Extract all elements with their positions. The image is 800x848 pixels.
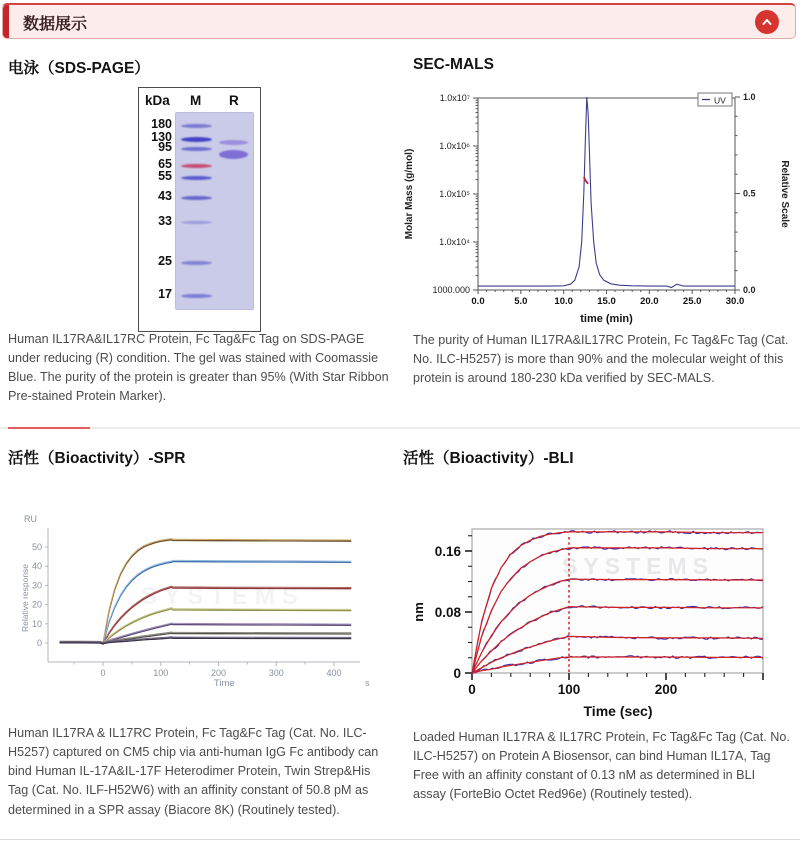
gel-lane-label-m: M [190, 93, 202, 108]
y-axis-left-label: Molar Mass (g/mol) [404, 148, 415, 240]
sds-page-title: 电泳（SDS-PAGE） [8, 60, 150, 77]
svg-text:0.0: 0.0 [743, 285, 756, 295]
svg-text:1.0: 1.0 [743, 92, 756, 102]
svg-text:0.5: 0.5 [743, 188, 756, 199]
svg-text:0.16: 0.16 [434, 544, 461, 559]
section-header [2, 3, 796, 39]
gel-band-marker-55 [181, 176, 212, 180]
gel-band-marker-65 [181, 164, 212, 168]
section-accent-bar [3, 5, 9, 38]
y-axis-left [473, 98, 478, 290]
svg-text:1.0x10⁶: 1.0x10⁶ [439, 141, 470, 151]
gel-marker-label-55: 55 [158, 169, 172, 184]
gel-band-marker-130 [181, 137, 212, 142]
svg-text:0.0: 0.0 [471, 296, 485, 307]
watermark: SYSTEMS [141, 583, 305, 610]
svg-text:50: 50 [31, 542, 42, 552]
gel-marker-label-33: 33 [158, 213, 172, 228]
svg-text:10: 10 [31, 618, 42, 629]
gel-marker-label-17: 17 [158, 287, 172, 302]
legend-label: UV [714, 95, 726, 106]
x-axis-label: Time [213, 678, 235, 689]
svg-text:1000.000: 1000.000 [432, 285, 470, 295]
plot-area [478, 95, 735, 290]
spr-caption: Human IL17RA & IL17RC Protein, Fc Tag&Fc Tag (Cat. No. ILC-H5257) captured on CM5 chip via anti-human IgG Fc antibody can bind Human IL-17A&IL-17F Heterodimer Protein, Twin Strep&His Tag (Cat. No. ILF-H52W6) with an affinity constant of 50.8 pM as determined in a SPR assay (Biacore 8K) (Routinely tested). [8, 726, 379, 817]
svg-text:0: 0 [453, 666, 461, 681]
y-axis-right-label: Relative Scale [779, 160, 790, 228]
gel-lane-label-r: R [229, 93, 239, 108]
gel-marker-label-43: 43 [158, 189, 172, 204]
gel-band-marker-43 [181, 196, 212, 200]
x-axis [472, 673, 763, 680]
gel-band-marker-17 [181, 294, 212, 298]
svg-text:1.0x10⁵: 1.0x10⁵ [439, 189, 470, 199]
svg-text:30: 30 [31, 580, 42, 591]
svg-text:20.0: 20.0 [640, 296, 659, 307]
gel-band-sample-2 [219, 150, 248, 159]
x-unit-label: s [365, 678, 370, 688]
spr-title: 活性（Bioactivity）-SPR [8, 450, 186, 467]
svg-text:400: 400 [326, 668, 342, 678]
svg-text:0: 0 [100, 668, 106, 678]
x-axis [478, 290, 735, 294]
svg-text:5.0: 5.0 [514, 296, 528, 307]
gel-band-marker-180 [181, 124, 212, 128]
gel-marker-label-180: 180 [151, 116, 172, 131]
sec-mals-caption: The purity of Human IL17RA&IL17RC Protein, Fc Tag&Fc Tag (Cat. No. ILC-H5257) is more than 90% and the molecular weight of this protein is around 180-230 kDa verified by SEC-MALS. [413, 333, 789, 386]
svg-text:15.0: 15.0 [597, 296, 616, 307]
svg-text:1.0x10⁷: 1.0x10⁷ [439, 93, 470, 103]
svg-text:300: 300 [268, 668, 284, 678]
svg-text:20: 20 [31, 599, 42, 610]
gel-unit-label: kDa [145, 93, 170, 108]
gel-marker-label-95: 95 [158, 140, 172, 155]
svg-text:0: 0 [36, 638, 42, 648]
svg-text:200: 200 [654, 682, 678, 697]
y-axis-right [735, 97, 740, 290]
y-axis-label: nm [411, 602, 426, 622]
gel-area [175, 112, 254, 310]
svg-text:30.0: 30.0 [725, 296, 745, 307]
y-unit-label: RU [24, 514, 37, 524]
bli-title: 活性（Bioactivity）-BLI [403, 450, 574, 467]
sds-page-caption: Human IL17RA&IL17RC Protein, Fc Tag&Fc Tag on SDS-PAGE under reducing (R) condition. The gel was stained with Coomassie Blue. The purity of the protein is greater than 95% (With Star Ribbon Pre-stained Protein Marker). [8, 332, 389, 404]
svg-text:200: 200 [210, 668, 227, 678]
bottom-divider [0, 839, 800, 840]
gel-band-marker-95 [181, 147, 212, 151]
svg-text:1.0x10⁴: 1.0x10⁴ [439, 237, 470, 247]
svg-text:100: 100 [557, 682, 581, 697]
bli-caption: Loaded Human IL17RA & IL17RC Protein, Fc Tag&Fc Tag (Cat. No. ILC-H5257) on Protein A Biosensor, can bind Human IL17A, Tag Free with an affinity constant of 0.13 nM as determined in BLI assay (ForteBio Octet Red96e) (Routinely tested). [413, 730, 790, 802]
sec-mals-title: SEC-MALS [413, 56, 494, 73]
svg-text:0: 0 [468, 682, 476, 697]
x-axis-label: Time (sec) [583, 703, 653, 719]
collapse-button[interactable] [755, 10, 779, 34]
x-axis-label: time (min) [580, 313, 633, 325]
sds-page-gel-figure [138, 87, 261, 332]
svg-text:10.0: 10.0 [554, 296, 573, 307]
section-divider-accent [8, 427, 90, 429]
spr-chart [18, 506, 378, 696]
svg-text:0.08: 0.08 [434, 605, 461, 620]
gel-marker-label-65: 65 [158, 156, 172, 171]
gel-marker-label-130: 130 [151, 130, 172, 145]
gel-marker-label-25: 25 [158, 253, 172, 268]
chevron-up-icon [760, 15, 774, 29]
watermark: SYSTEMS [562, 553, 714, 579]
y-axis [465, 536, 472, 673]
svg-text:25.0: 25.0 [682, 296, 702, 307]
gel-band-marker-25 [181, 261, 212, 265]
bli-chart [403, 508, 798, 723]
section-divider [0, 427, 800, 429]
sec-mals-chart [398, 86, 793, 331]
gel-band-marker-33 [181, 221, 212, 224]
gel-band-sample-1 [219, 140, 248, 145]
svg-text:40: 40 [31, 561, 42, 572]
svg-text:100: 100 [153, 668, 169, 678]
section-title: 数据展示 [23, 16, 88, 33]
y-axis-label: Relative response [20, 563, 30, 633]
